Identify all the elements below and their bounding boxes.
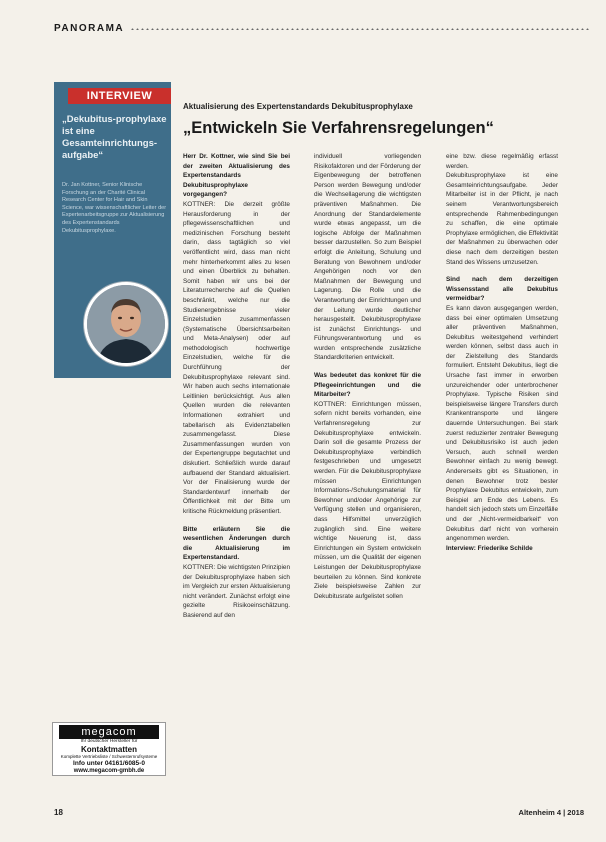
pull-quote: „Dekubitus-prophylaxe ist eine Gesamteinrichtungs-aufgabe“ bbox=[62, 114, 167, 161]
article-column-2 bbox=[314, 152, 421, 601]
body-paragraph: Es kann davon ausgegangen werden, dass bei einer optimalen Umsetzung aller präventiven Maßnahmen, Dekubitus weitestgehend verhindert werden können, selbst dass auch in der Zielstellung des Standards formuliert. Entsteht Dekubitus, liegt die Ursache fast immer in erworben unzureichender oder unterbrochener Prophylaxe. Typische Risiken sind beispielsweise längere Transfers durch Krankentransporte und längere dauernde Untersuchungen. Bei stark zuerst reduzierter zentraler Bewegung und Dekubitusrisiko ist auch jeden Versuch, auch schnell werden Bewohner einfach zu wenig bewegt. Andererseits gibt es Situationen, in denen Bewohner trotz bester Prophylaxe Dekubitus entwickeln, zum Beispiel am Ende des Lebens. Es handelt sich jedoch stets um Einzelfälle und der „Nicht-vermeidbarkeit“ von Dekubitus darf nicht von vorherein angenommen werden. bbox=[446, 304, 558, 543]
section-header bbox=[54, 20, 589, 36]
portrait-image bbox=[87, 285, 165, 363]
body-paragraph: individuell vorliegenden Risikofaktoren und der Förderung der Eigenbewegung der betroffenen Person werden Bewegung und/oder die Wechsellagerung die wichtigsten präventiven Maßnahmen. Die Anordnung der Standardelemente wurde etwas angepasst, um die logische Abfolge der Maßnahmen besser darzustellen. So zum Beispiel erfolgt die Anleitung, Schulung und Beratung von Bewohnern und/oder Angehörigen noch vor den Maßnahmen der Bewegung und Lagerung. Die Rolle und die Verantwortung der Einrichtungen und der Leitung wurde deutlicher herausgestellt. Dekubitusprophylaxe ist zunächst Einrichtungs- und Führungsverantwortung und es wurden entsprechende zusätzliche Standardkriterien entwickelt. bbox=[314, 153, 421, 362]
article-column-1 bbox=[183, 152, 290, 621]
publication-issue: Altenheim 4 | 2018 bbox=[518, 808, 584, 817]
paragraph-gap bbox=[446, 267, 558, 275]
page-number: 18 bbox=[54, 808, 63, 817]
interview-question: Was bedeutet das konkret für die Pflegeeinrichtungen und die Mitarbeiter? bbox=[314, 372, 421, 399]
article-kicker: Aktualisierung des Expertenstandards Dekubitusprophylaxe bbox=[183, 102, 413, 111]
body-paragraph: KOTTNER: Einrichtungen müssen, sofern nicht bereits vorhanden, eine Verfahrensregelung zur Dekubitusprophylaxe entwickeln. Darin soll die gesamte Prozess der Dekubitusprophylaxe verbindlich festgeschrieben und umgesetzt werden. Für die Dekubitusprophylaxe müssen Einrichtungen Informations-/Schulungsmaterial für Bewohner und/oder Angehörige zur Verfügung stellen und organisieren, dass Hilfsmittel unverzüglich zugänglich sind. Eine weitere wichtige Neuerung ist, dass Einrichtungen ein System entwickeln müssen, um die Qualität der eigenen Leistungen der Dekubitusprophylaxe beurteilen zu können. Sind konkrete Ziele beispielsweise Zahlen zur Dekubitusrate aufgelistet sollen bbox=[314, 400, 421, 600]
body-paragraph: Dekubitusprophylaxe ist eine Gesamteinrichtungsaufgabe. Jeder Mitarbeiter ist in der Pflicht, je nach seinem Verantwortungsbereich entsprechende Rahmenbedingungen zu schaffen, die eine optimale Prophylaxe ermöglichen, die Effektivität der Maßnahmen zu überwachen oder diese nach dem derzeitigen besten Stand des Wissens umzusetzen. bbox=[446, 172, 558, 266]
body-paragraph: KOTTNER: Die wichtigsten Prinzipien der Dekubitusprophylaxe haben sich im Vergleich zur ersten Aktualisierung nicht verändert. Zunächst erfolgt eine gezielte Risikoeinschätzung. Basierend auf den bbox=[183, 563, 290, 619]
section-label: PANORAMA bbox=[54, 22, 125, 34]
advertisement[interactable] bbox=[52, 722, 166, 776]
paragraph-gap bbox=[183, 517, 290, 525]
ad-phone: Info unter 04161/6085-0 bbox=[73, 759, 145, 767]
interviewee-portrait bbox=[84, 282, 168, 366]
interview-tag: INTERVIEW bbox=[68, 88, 171, 104]
body-paragraph: eine bzw. diese regelmäßig erfasst werden. bbox=[446, 153, 558, 170]
interviewee-bio: Dr. Jan Kottner, Senior Klinische Forschung an der Charité Clinical Research Center for Hair and Skin Science, war wissenschaftlicher Leiter der Expertenarbeitsgruppe zur Aktualisierung des Expertenstandards Dekubitusprophylaxe. bbox=[62, 182, 167, 234]
interview-question: Herr Dr. Kottner, wie sind Sie bei der zweiten Aktualisierung des Expertenstandards Dekubitusprophylaxe vorgegangen? bbox=[183, 153, 290, 199]
ad-logo: megacom bbox=[59, 725, 159, 739]
ad-title: Kontaktmatten bbox=[80, 745, 137, 754]
dotted-rule bbox=[130, 28, 589, 30]
interview-question: Bitte erläutern Sie die wesentlichen Änderungen durch die Aktualisierung im Expertenstandard. bbox=[183, 525, 290, 562]
ad-product-line: Komplette Vertriebsliste / Schwesternrufsysteme bbox=[60, 754, 158, 759]
article-column-3 bbox=[446, 152, 558, 553]
interview-question: Sind nach dem derzeitigen Wissensstand alle Dekubitus vermeidbar? bbox=[446, 276, 558, 303]
ad-subtitle: Ihr deutscher Hersteller für bbox=[80, 739, 138, 744]
body-paragraph: KOTTNER: Die derzeit größte Herausforderung in der pflegewissenschaftlichen und medizinischen Forschung besteht darin, dass tagtäglich so viel veröffentlicht wird, dass man nicht mehr hinterherkommt alles zu lesen und einen Überblick zu behalten. Somit haben wir uns bei der Literaturrecherche auf die Quellen beschränkt, welche nur die Studienergebnisse vieler Einzelstudien zusammenfassen (Systematische Übersichtsarbeiten und Meta-Analysen) oder auf methodologisch hochwertige Einzelstudien, welche für die Durchführung der Dekubitusprophylaxe relevant sind. Wir haben auch sechs internationale Leitlinien berücksichtigt. Aus allen Quellen wurden die relevanten Informationen extrahiert und tabellarisch als Evidenztabellen zusammengefasst. Diese Zusammenfassungen wurden von der Expertengruppe begutachtet und diskutiert. Schließlich wurde darauf aufbauend der Standard aktualisiert. Vor der Finalisierung wurde der Standardentwurf innerhalb der Öffentlichkeit mit der Bitte um kritische Rückmeldung präsentiert. bbox=[183, 200, 290, 515]
ad-url-link[interactable]: www.megacom-gmbh.de bbox=[73, 767, 145, 774]
interview-question: Interview: Friederike Schilde bbox=[446, 544, 533, 552]
paragraph-gap bbox=[314, 363, 421, 371]
article-headline: „Entwickeln Sie Verfahrensregelungen“ bbox=[183, 119, 494, 137]
